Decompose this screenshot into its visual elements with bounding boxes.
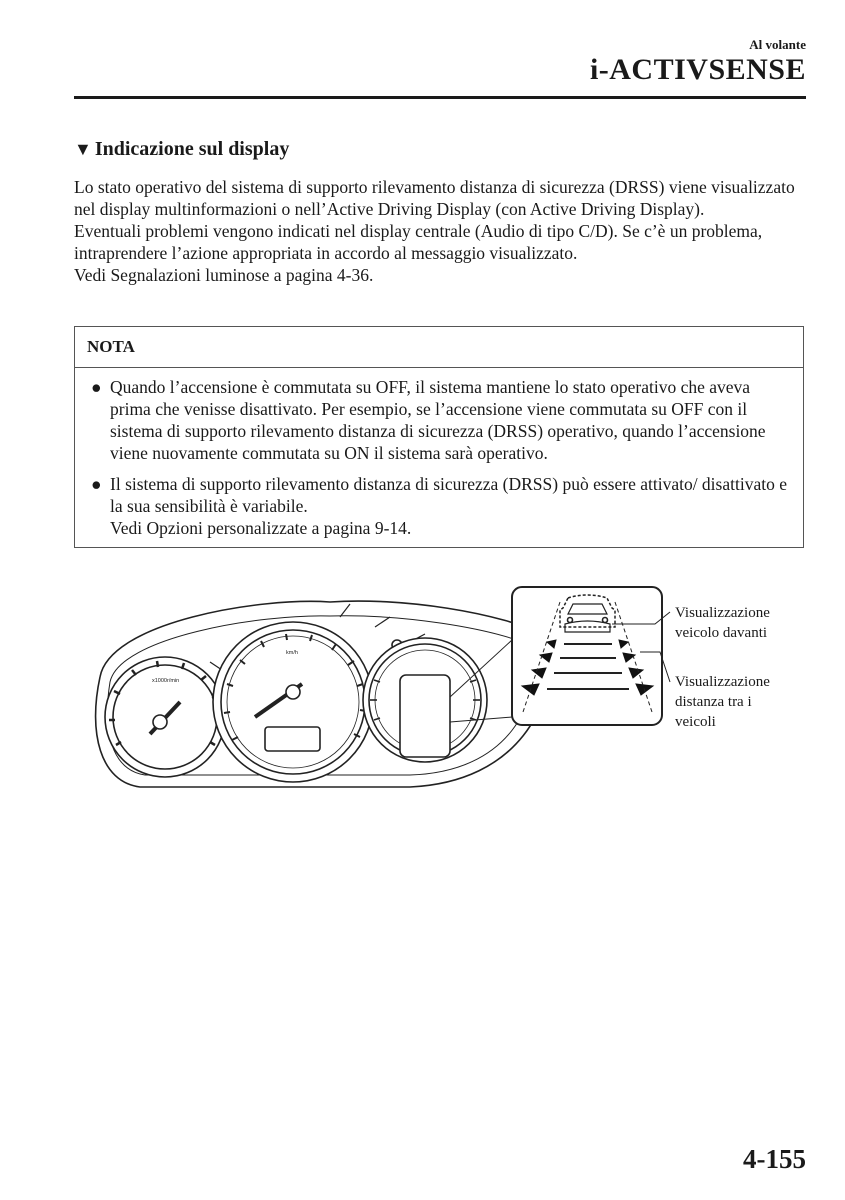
body-paragraph: Vedi Segnalazioni luminose a pagina 4-36. xyxy=(74,265,374,285)
drss-display-detail xyxy=(512,587,670,725)
section-heading xyxy=(74,138,289,161)
note-title: NOTA xyxy=(75,327,803,368)
callout-text: Visualizzazione xyxy=(675,605,770,621)
tachometer-unit-label: x1000r/min xyxy=(152,678,180,684)
speedometer-unit-label: km/h xyxy=(286,650,298,656)
bullet-icon: ● xyxy=(91,474,102,494)
bullet-icon: ● xyxy=(91,377,102,397)
note-item-text: Vedi Opzioni personalizzate a pagina 9-14. xyxy=(110,518,412,538)
page-number: 4-155 xyxy=(743,1144,806,1174)
callout-vehicle-ahead xyxy=(675,603,770,643)
callout-text: Visualizzazione xyxy=(675,674,770,690)
header-title: i-ACTIVSENSE xyxy=(589,53,806,86)
note-item-text: Quando l’accensione è commutata su OFF, il sistema mantiene lo stato operativo che aveva prima che venisse disattivato. Per esempio, se l’accensione viene commutata su OFF con il sistema di supporto rilevamento distanza di sicurezza (DRSS) operativo, quando l’accensione viene nuovamente commutata su ON il sistema sarà operativo. xyxy=(110,377,766,463)
multi-information-display-gauge xyxy=(363,638,512,762)
note-box xyxy=(74,326,804,548)
triangle-down-icon: ▼ xyxy=(74,139,92,159)
multi-information-display xyxy=(400,675,450,757)
tachometer-gauge xyxy=(105,657,225,777)
section-heading-text: Indicazione sul display xyxy=(94,138,290,160)
note-item xyxy=(85,473,789,539)
note-item xyxy=(85,376,789,464)
callout-text: veicolo davanti xyxy=(675,625,768,641)
body-paragraph: Lo stato operativo del sistema di supporto rilevamento distanza di sicurezza (DRSS) viene visualizzato nel display multinformazioni o nell’Active Driving Display (con Active Driving Display). xyxy=(74,177,795,219)
header-section-label: Al volante xyxy=(749,37,806,52)
callout-distance xyxy=(675,672,770,732)
body-text xyxy=(74,176,809,286)
callout-text: veicoli xyxy=(675,714,716,730)
body-paragraph: Eventuali problemi vengono indicati nel display centrale (Audio di tipo C/D). Se c’è un problema, intraprendere l’azione appropriata in accordo al messaggio visualizzato. xyxy=(74,221,763,263)
callout-text: distanza tra i xyxy=(675,694,752,710)
note-list xyxy=(75,368,803,539)
note-item-text: Il sistema di supporto rilevamento distanza di sicurezza (DRSS) può essere attivato/ disattivato e la sua sensibilità è variabile. xyxy=(110,474,787,516)
header-divider xyxy=(74,96,806,99)
